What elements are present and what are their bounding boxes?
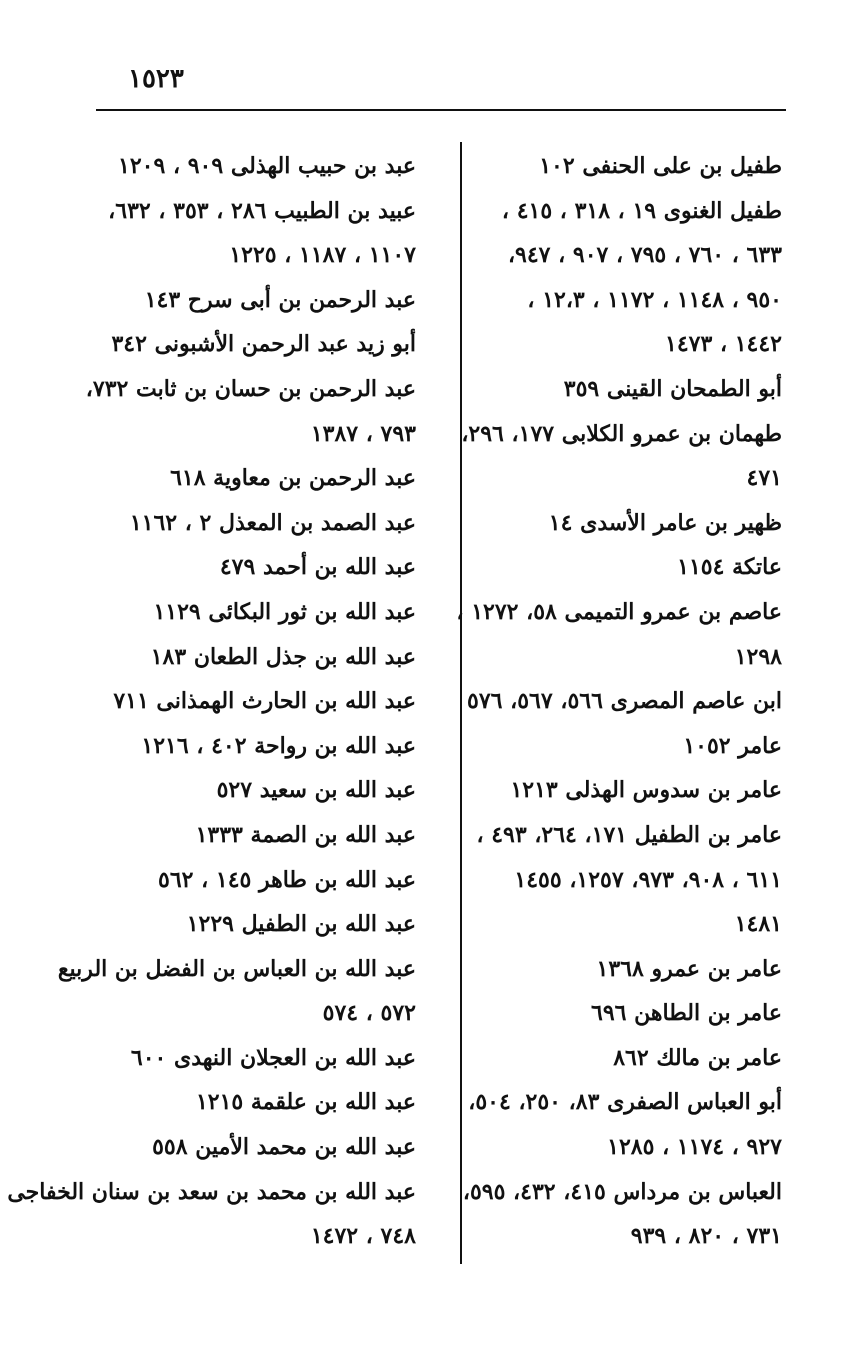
index-entry-line: عبد الله بن محمد بن سعد بن سنان الخفاجى — [7, 1178, 416, 1205]
index-entry-line: ابن عاصم المصرى ٥٦٦، ٥٦٧، ٥٧٦ — [467, 688, 782, 715]
index-entry-line: عبد الله بن ثور البكائى ١١٢٩ — [153, 598, 416, 625]
index-entry-line: ٤٧١ — [746, 465, 782, 492]
index-entry-line: عبد الرحمن بن أبى سرح ١٤٣ — [144, 286, 416, 313]
index-entry-line: ٦١١ ، ٩٠٨، ٩٧٣، ١٢٥٧، ١٤٥٥ — [514, 866, 782, 893]
index-entry-line: عامر بن سدوس الهذلى ١٢١٣ — [510, 777, 782, 804]
index-entry-line: أبو الطمحان القينى ٣٥٩ — [563, 375, 782, 402]
index-entry-line: ٦٣٣ ، ٧٦٠ ، ٧٩٥ ، ٩٠٧ ، ٩٤٧، — [507, 242, 782, 269]
index-entry-line: عبد الله بن العباس بن الفضل بن الربيع — [57, 955, 416, 982]
page-number: ١٥٢٣ — [128, 64, 184, 94]
index-entry-line: ٩٥٠ ، ١١٤٨ ، ١١٧٢ ، ١٢،٣ ، — [527, 286, 782, 313]
index-entry-line: عامر بن مالك ٨٦٢ — [613, 1044, 782, 1071]
index-entry-line: ١٤٤٢ ، ١٤٧٣ — [665, 331, 782, 358]
index-entry-line: عبد بن حبيب الهذلى ٩٠٩ ، ١٢٠٩ — [118, 153, 416, 179]
column-divider — [460, 142, 462, 1264]
index-entry-line: ١٢٩٨ — [734, 643, 782, 670]
index-entry-line: طهمان بن عمرو الكلابى ١٧٧، ٢٩٦، — [461, 420, 782, 447]
index-entry-line: طفيل الغنوى ١٩ ، ٣١٨ ، ٤١٥ ، — [501, 197, 782, 224]
index-entry-line: عبد الله بن أحمد ٤٧٩ — [219, 554, 416, 581]
index-entry-line: عبد الله بن رواحة ٤٠٢ ، ١٢١٦ — [141, 732, 416, 759]
index-entry-line: عامر ١٠٥٢ — [683, 732, 782, 759]
index-entry-line: عامر بن الطاهن ٦٩٦ — [591, 1000, 782, 1027]
index-entry-line: عبد الله بن الصمة ١٣٣٣ — [195, 821, 416, 848]
index-entry-line: عبد الله بن سعيد ٥٢٧ — [216, 777, 416, 804]
index-entry-line: عبد الله بن جذل الطعان ١٨٣ — [150, 643, 416, 670]
index-entry-line: عبد الله بن العجلان النهدى ٦٠٠ — [130, 1044, 416, 1071]
index-entry-line: ٧٤٨ ، ١٤٧٢ — [310, 1223, 416, 1250]
index-entry-line: ٩٢٧ ، ١١٧٤ ، ١٢٨٥ — [607, 1134, 782, 1161]
index-entry-line: عامر بن عمرو ١٣٦٨ — [596, 955, 782, 982]
index-entry-line: طفيل بن على الحنفى ١٠٢ — [539, 153, 782, 179]
index-entry-line: عامر بن الطفيل ١٧١، ٢٦٤، ٤٩٣ ، — [476, 821, 782, 848]
right-index-column — [456, 144, 782, 1259]
index-entry-line: عبد الله بن الطفيل ١٢٢٩ — [186, 911, 416, 938]
index-entry-line: أبو العباس الصفرى ٨٣، ٢٥٠، ٥٠٤، — [468, 1089, 782, 1116]
index-entry-line: عاتكة ١١٥٤ — [677, 554, 782, 581]
index-entry-line: عبد الرحمن بن معاوية ٦١٨ — [170, 465, 416, 492]
index-entry-line: ظهير بن عامر الأسدى ١٤ — [548, 509, 782, 536]
index-entry-line: عاصم بن عمرو التميمى ٥٨، ١٢٧٢ ، — [456, 598, 782, 625]
header-rule — [96, 109, 786, 111]
index-entry-line: عبد الله بن طاهر ١٤٥ ، ٥٦٢ — [158, 866, 416, 893]
index-entry-line: ١٤٨١ — [734, 911, 782, 938]
index-entry-line: عبد الله بن الحارث الهمذانى ٧١١ — [113, 688, 416, 715]
index-entry-line: ١١٠٧ ، ١١٨٧ ، ١٢٢٥ — [229, 242, 416, 269]
index-entry-line: عبد الصمد بن المعذل ٢ ، ١١٦٢ — [129, 509, 416, 536]
left-index-column — [7, 144, 416, 1259]
index-entry-line: عبد الله بن علقمة ١٢١٥ — [195, 1089, 416, 1116]
index-entry-line: عبد الله بن محمد الأمين ٥٥٨ — [152, 1134, 416, 1161]
index-entry-line: عبيد بن الطبيب ٢٨٦ ، ٣٥٣ ، ٦٣٢، — [108, 197, 416, 224]
index-entry-line: أبو زيد عبد الرحمن الأشبونى ٣٤٢ — [111, 331, 416, 358]
index-entry-line: عبد الرحمن بن حسان بن ثابت ٧٣٢، — [85, 375, 416, 402]
index-entry-line: ٧٩٣ ، ١٣٨٧ — [310, 420, 416, 447]
index-entry-line: العباس بن مرداس ٤١٥، ٤٣٢، ٥٩٥، — [462, 1178, 782, 1205]
index-entry-line: ٧٣١ ، ٨٢٠ ، ٩٣٩ — [630, 1223, 782, 1250]
index-entry-line: ٥٧٢ ، ٥٧٤ — [322, 1000, 416, 1027]
